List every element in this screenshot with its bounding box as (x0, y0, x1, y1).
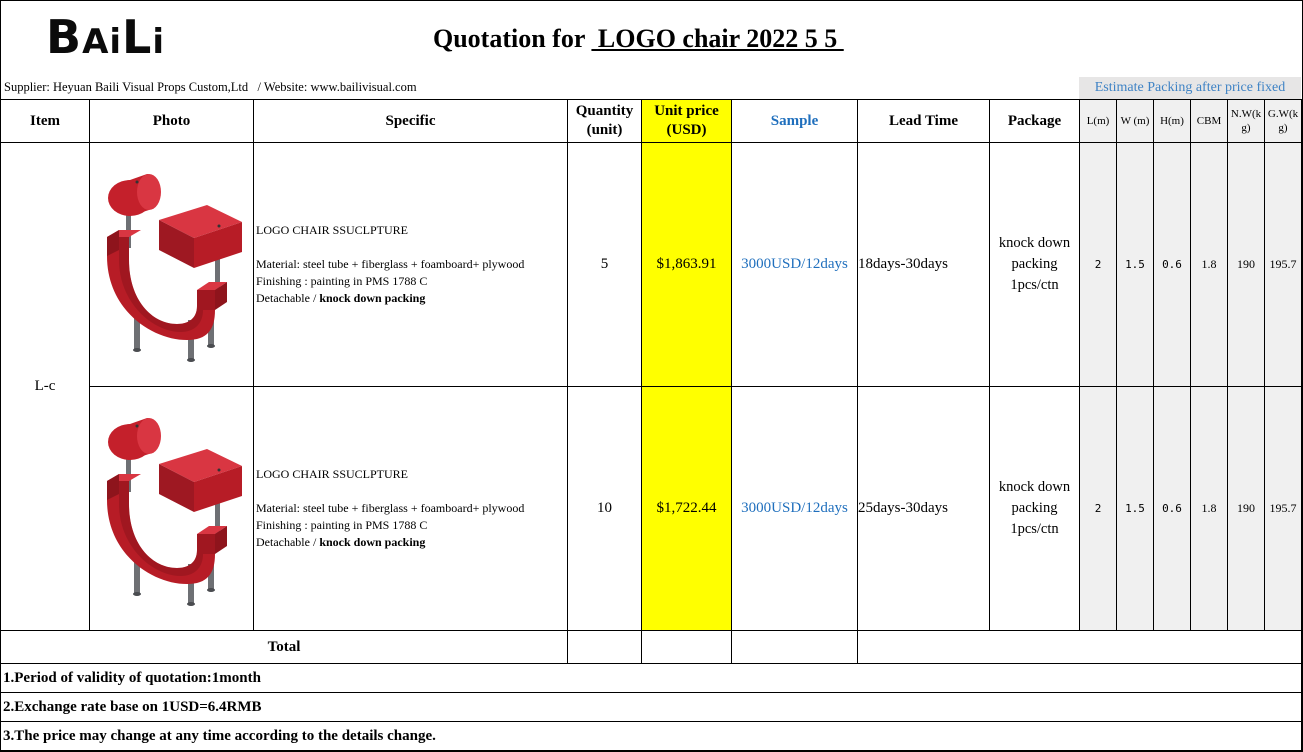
col-sample: Sample (732, 100, 858, 143)
total-row (1, 631, 1302, 664)
note-row (1, 664, 1302, 693)
package-cell: knock down packing 1pcs/ctn (990, 143, 1080, 387)
table-row (1, 143, 1302, 387)
gross-weight-cell: 195.7 (1265, 387, 1302, 631)
validity-note: 1.Period of validity of quotation:1month (1, 664, 1302, 693)
col-specific: Specific (254, 100, 568, 143)
unit-price-cell: $1,722.44 (642, 387, 732, 631)
price-change-note: 3.The price may change at any time according to the details change. (1, 722, 1302, 751)
col-photo: Photo (90, 100, 254, 143)
col-length: L(m) (1080, 100, 1117, 143)
total-blank-cell (858, 631, 1302, 664)
col-quantity: Quantity (unit) (568, 100, 642, 143)
package-cell: knock down packing 1pcs/ctn (990, 387, 1080, 631)
sample-cell: 3000USD/12days (732, 143, 858, 387)
quantity-cell: 10 (568, 387, 642, 631)
specific-cell (254, 143, 568, 387)
product-photo (90, 143, 254, 387)
logo-chair-image (97, 404, 247, 614)
length-cell: 2 (1080, 387, 1117, 631)
cbm-cell: 1.8 (1191, 387, 1228, 631)
col-net-weight: N.W(k g) (1228, 100, 1265, 143)
finishing-text: Finishing : painting in PMS 1788 C (256, 518, 428, 532)
lead-time-cell: 18days-30days (858, 143, 990, 387)
col-package: Package (990, 100, 1080, 143)
header-row (1, 100, 1302, 143)
cbm-cell: 1.8 (1191, 143, 1228, 387)
width-cell: 1.5 (1117, 143, 1154, 387)
unit-price-cell: $1,863.91 (642, 143, 732, 387)
col-cbm: CBM (1191, 100, 1228, 143)
width-cell: 1.5 (1117, 387, 1154, 631)
product-name: LOGO CHAIR SSUCLPTURE (256, 467, 409, 481)
col-height: H(m) (1154, 100, 1191, 143)
specific-cell (254, 387, 568, 631)
col-width: W (m) (1117, 100, 1154, 143)
supplier-info: Supplier: Heyuan Baili Visual Props Custom,Ltd / Website: www.bailivisual.com (4, 80, 417, 94)
note-row (1, 722, 1302, 751)
detachable-text: Detachable / knock down packing (256, 291, 426, 305)
total-price-cell (642, 631, 732, 664)
sample-cell: 3000USD/12days (732, 387, 858, 631)
item-cell: L-c (1, 143, 90, 631)
height-cell: 0.6 (1154, 387, 1191, 631)
estimate-packing-note: Estimate Packing after price fixed (1079, 77, 1301, 99)
detachable-text: Detachable / knock down packing (256, 535, 426, 549)
product-name: LOGO CHAIR SSUCLPTURE (256, 223, 409, 237)
net-weight-cell: 190 (1228, 143, 1265, 387)
gross-weight-cell: 195.7 (1265, 143, 1302, 387)
length-cell: 2 (1080, 143, 1117, 387)
col-lead-time: Lead Time (858, 100, 990, 143)
page-title: Quotation for LOGO chair 2022 5 5 (433, 24, 844, 53)
total-sample-cell (732, 631, 858, 664)
net-weight-cell: 190 (1228, 387, 1265, 631)
table-row (1, 387, 1302, 631)
total-label: Total (1, 631, 568, 664)
finishing-text: Finishing : painting in PMS 1788 C (256, 274, 428, 288)
quantity-cell: 5 (568, 143, 642, 387)
height-cell: 0.6 (1154, 143, 1191, 387)
total-quantity-cell (568, 631, 642, 664)
col-item: Item (1, 100, 90, 143)
product-photo (90, 387, 254, 631)
material-text: Material: steel tube + fiberglass + foamboard+ plywood (256, 257, 525, 271)
col-unit-price: Unit price (USD) (642, 100, 732, 143)
col-gross-weight: G.W(k g) (1265, 100, 1302, 143)
quotation-table (0, 99, 1302, 751)
lead-time-cell: 25days-30days (858, 387, 990, 631)
logo-chair-image (97, 160, 247, 370)
baili-logo: BAiLi (46, 10, 166, 64)
note-row (1, 693, 1302, 722)
exchange-rate-note: 2.Exchange rate base on 1USD=6.4RMB (1, 693, 1302, 722)
material-text: Material: steel tube + fiberglass + foamboard+ plywood (256, 501, 525, 515)
